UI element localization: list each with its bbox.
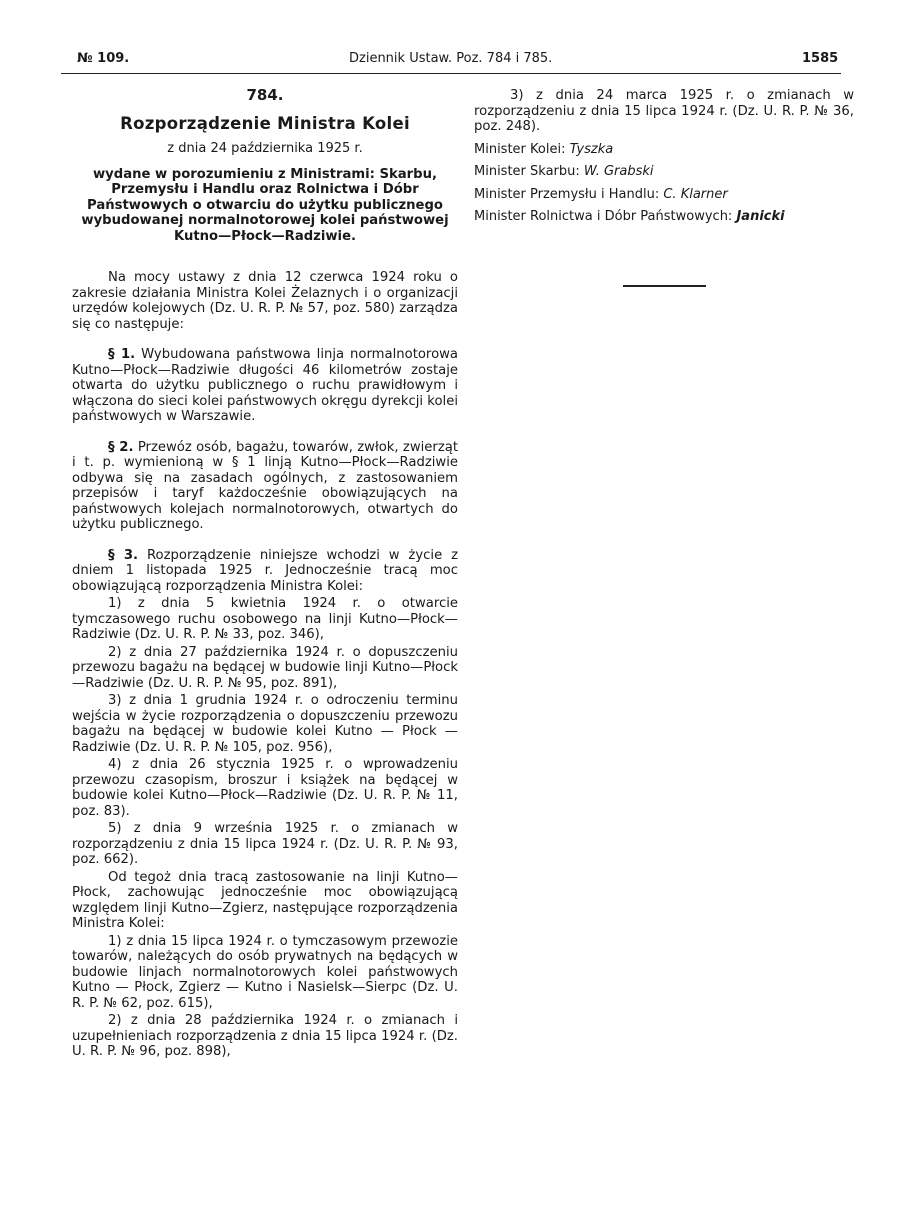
right-column (474, 88, 854, 225)
signature-role: Minister Rolnictwa i Dóbr Państwowych: (474, 209, 733, 224)
signature-name: Janicki (736, 209, 785, 224)
section-3-tail: Od tegoż dnia tracą zastosowanie na linji Kutno—Płock, zachowując jednocześnie moc obowiązującą względem linji Kutno—Zgierz, następujące rozporządzenia Ministra Kolei: (72, 869, 458, 931)
signature-role: Minister Skarbu: (474, 164, 580, 179)
section-1-label: § 1. (108, 347, 136, 362)
section-3-text: Rozporządzenie niniejsze wchodzi w życie z dniem 1 listopada 1925 r. Jednocześnie tracą moc obowiązującą rozporządzenia Ministra Kolei: (72, 547, 458, 594)
act-number: 784. (246, 86, 284, 104)
signature-row (474, 209, 854, 225)
list-item: 3) z dnia 24 marca 1925 r. o zmianach w rozporządzeniu z dnia 15 lipca 1924 r. (Dz. U. R. P. № 36, poz. 248). (474, 88, 854, 134)
end-rule (623, 285, 706, 287)
list-item: 2) z dnia 28 października 1924 r. o zmianach i uzupełnieniach rozporządzenia z dnia 15 lipca 1924 r. (Dz. U. R. P. № 96, poz. 898), (72, 1013, 458, 1059)
section-2-text: Przewóz osób, bagażu, towarów, zwłok, zwierząt i t. p. wymienioną w § 1 linją Kutno—Płock—Radziwie odbywa się na zasadach ogólnych, z zastosowaniem przepisów i taryf każdocześnie obowiązujących na państwowych kolejach normalnotorowych, otwartych do użytku publicznego. (72, 439, 458, 532)
signature-row (474, 187, 854, 203)
signature-role: Minister Przemysłu i Handlu: (474, 186, 660, 202)
list-item: 4) z dnia 26 stycznia 1925 r. o wprowadzeniu przewozu czasopism, broszur i książek na będącej w budowie kolei Kutno—Płock—Radziwie (Dz. U. R. P. № 11, poz. 83). (72, 757, 458, 819)
signature-name: C. Klarner (663, 186, 728, 202)
list-item: 1) z dnia 15 lipca 1924 r. o tymczasowym przewozie towarów, należących do osób prywatnych na będących w budowie linjach normalnotorowych kolei państwowych Kutno — Płock, Zgierz — Kutno i Nasielsk—Sierpc (Dz. U. R. P. № 62, poz. 615), (72, 933, 458, 1011)
list-item: 2) z dnia 27 października 1924 r. o dopuszczeniu przewozu bagażu na będącej w budowie linji Kutno—Płock—Radziwie (Dz. U. R. P. № 95, poz. 891), (72, 644, 458, 691)
issue-number: № 109. (77, 51, 130, 66)
act-title: Rozporządzenie Ministra Kolei (120, 113, 410, 133)
page-number: 1585 (802, 51, 839, 66)
list-item: 5) z dnia 9 września 1925 r. o zmianach w rozporządzeniu z dnia 15 lipca 1924 r. (Dz. U. R. P. № 93, poz. 662). (72, 821, 458, 867)
section-1 (72, 347, 458, 425)
intro-paragraph: Na mocy ustawy z dnia 12 czerwca 1924 roku o zakresie działania Ministra Kolei Żelaznych i o organizacji urzędów kolejowych (Dz. U. R. P. № 57, poz. 580) zarządza się co następuje: (72, 270, 458, 332)
section-2 (72, 440, 458, 533)
act-subtitle: wydane w porozumieniu z Ministrami: Skarbu, Przemysłu i Handlu oraz Rolnictwa i Dóbr Państwowych o otwarciu do użytku publicznego wybudowanej normalnotorowej kolei państwowej Kutno—Płock—Radziwie. (81, 166, 449, 244)
section-3-label: § 3. (108, 547, 139, 563)
signature-role: Minister Kolei: (474, 141, 566, 157)
signature-row (474, 142, 854, 158)
signature-name: Tyszka (569, 141, 614, 157)
section-3 (72, 548, 458, 595)
list-item: 1) z dnia 5 kwietnia 1924 r. o otwarcie tymczasowego ruchu osobowego na linji Kutno—Płock—Radziwie (Dz. U. R. P. № 33, poz. 346), (72, 596, 458, 642)
journal-title: Dziennik Ustaw. Poz. 784 i 785. (349, 51, 553, 66)
left-column (72, 88, 458, 1060)
header-rule (61, 73, 841, 74)
act-date: z dnia 24 października 1925 r. (167, 141, 363, 156)
section-2-label: § 2. (108, 439, 134, 455)
list-item: 3) z dnia 1 grudnia 1924 r. o odroczeniu terminu wejścia w życie rozporządzenia o dopuszczeniu przewozu bagażu na będącej w budowie kolei Kutno — Płock — Radziwie (Dz. U. R. P. № 105, poz. 956), (72, 693, 458, 755)
signature-name: W. Grabski (583, 164, 654, 179)
section-1-text: Wybudowana państwowa linja normalnotorowa Kutno—Płock—Radziwie długości 46 kilometrów zostaje otwarta do użytku publicznego o ruchu prawidłowym i włączona do sieci kolei państwowych okręgu dyrekcji kolei państwowych w Warszawie. (72, 347, 459, 424)
signature-row (474, 164, 854, 180)
